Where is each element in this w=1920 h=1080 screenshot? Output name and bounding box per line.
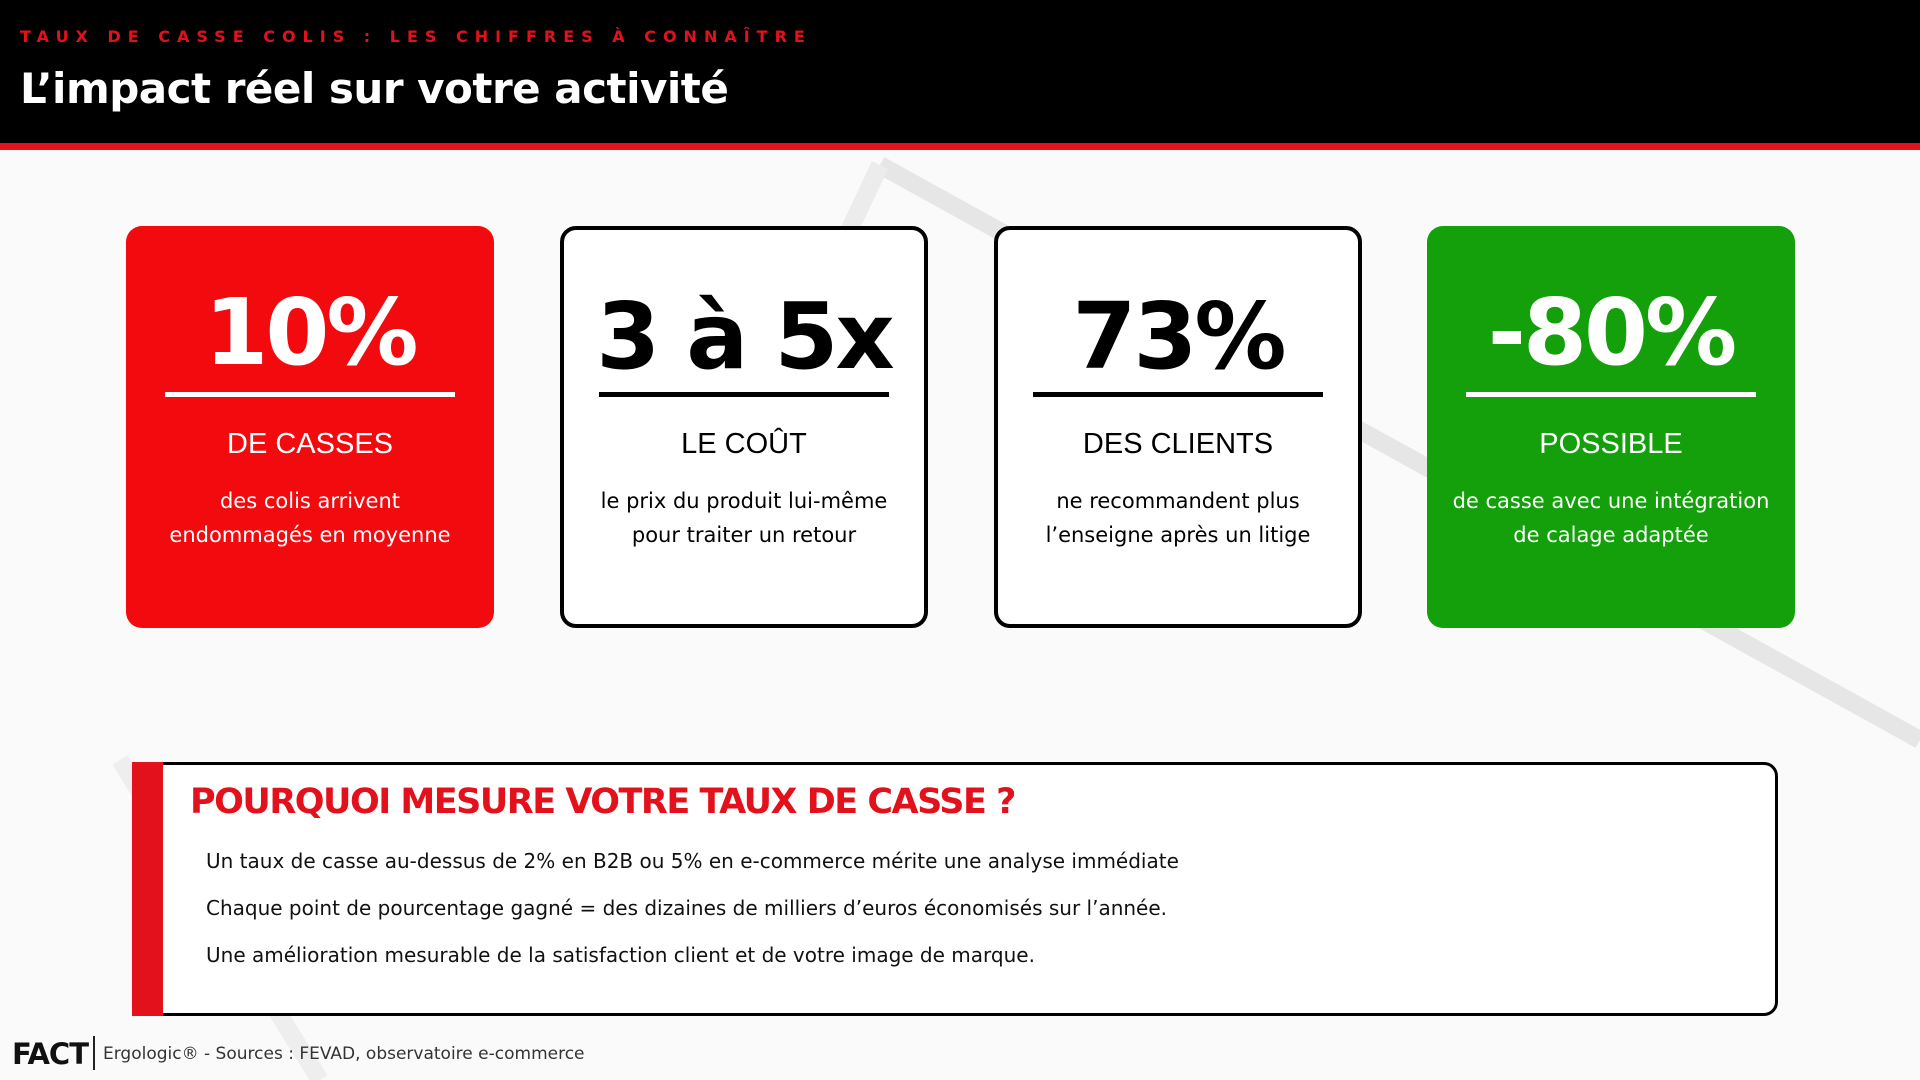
list-item: Une amélioration mesurable de la satisfaction client et de votre image de marque. <box>206 943 1035 967</box>
list-item: Un taux de casse au-dessus de 2% en B2B ou 5% en e-commerce mérite une analyse immédiate <box>206 849 1179 873</box>
stat-value: 73% <box>1072 283 1284 390</box>
stat-description-line: l’enseigne après un litige <box>1045 523 1311 547</box>
stat-label: POSSIBLE <box>1539 428 1683 460</box>
list-item: Chaque point de pourcentage gagné = des dizaines de milliers d’euros économisés sur l’année. <box>206 896 1168 920</box>
stat-description <box>1008 484 1348 552</box>
page-title: L’impact réel sur votre activité <box>20 64 729 113</box>
stat-card-cost <box>560 226 928 628</box>
stat-divider <box>599 392 889 397</box>
header-accent-line <box>0 143 1920 150</box>
stat-value: 10% <box>204 279 416 386</box>
stat-description-line: de calage adaptée <box>1513 523 1709 547</box>
stat-description-line: des colis arrivent <box>219 489 401 513</box>
stat-description <box>1437 484 1785 552</box>
why-panel-title: POURQUOI MESURE VOTRE TAUX DE CASSE ? <box>190 782 1015 822</box>
stat-card-clients <box>994 226 1362 628</box>
stat-description <box>574 484 914 552</box>
stat-description-line: pour traiter un retour <box>631 523 857 547</box>
header-kicker: TAUX DE CASSE COLIS : LES CHIFFRES À CONNAÎTRE <box>20 27 812 46</box>
stat-description-line: de casse avec une intégration <box>1452 489 1770 513</box>
stat-label: DES CLIENTS <box>1082 428 1274 460</box>
stat-card-breakage <box>126 226 494 628</box>
fact-logo: FACT <box>12 1037 88 1071</box>
stat-card-possible <box>1427 226 1795 628</box>
stat-label: DE CASSES <box>227 428 393 460</box>
stat-description <box>136 484 484 552</box>
footer-separator <box>93 1036 95 1070</box>
stat-description-line: endommagés en moyenne <box>169 523 451 547</box>
stat-divider <box>1466 392 1756 397</box>
header-bar <box>0 0 1920 143</box>
stat-value: -80% <box>1487 279 1735 386</box>
why-panel-accent-bar <box>132 762 163 1016</box>
stat-divider <box>165 392 455 397</box>
stat-value: 3 à 5x <box>596 283 892 390</box>
stat-description-line: le prix du produit lui-même <box>600 489 888 513</box>
stat-description-line: ne recommandent plus <box>1056 489 1300 513</box>
stat-label: LE COÛT <box>681 428 807 460</box>
footer-source: Ergologic® - Sources : FEVAD, observatoire e-commerce <box>103 1044 585 1064</box>
stat-divider <box>1033 392 1323 397</box>
why-panel-list <box>206 846 1179 987</box>
